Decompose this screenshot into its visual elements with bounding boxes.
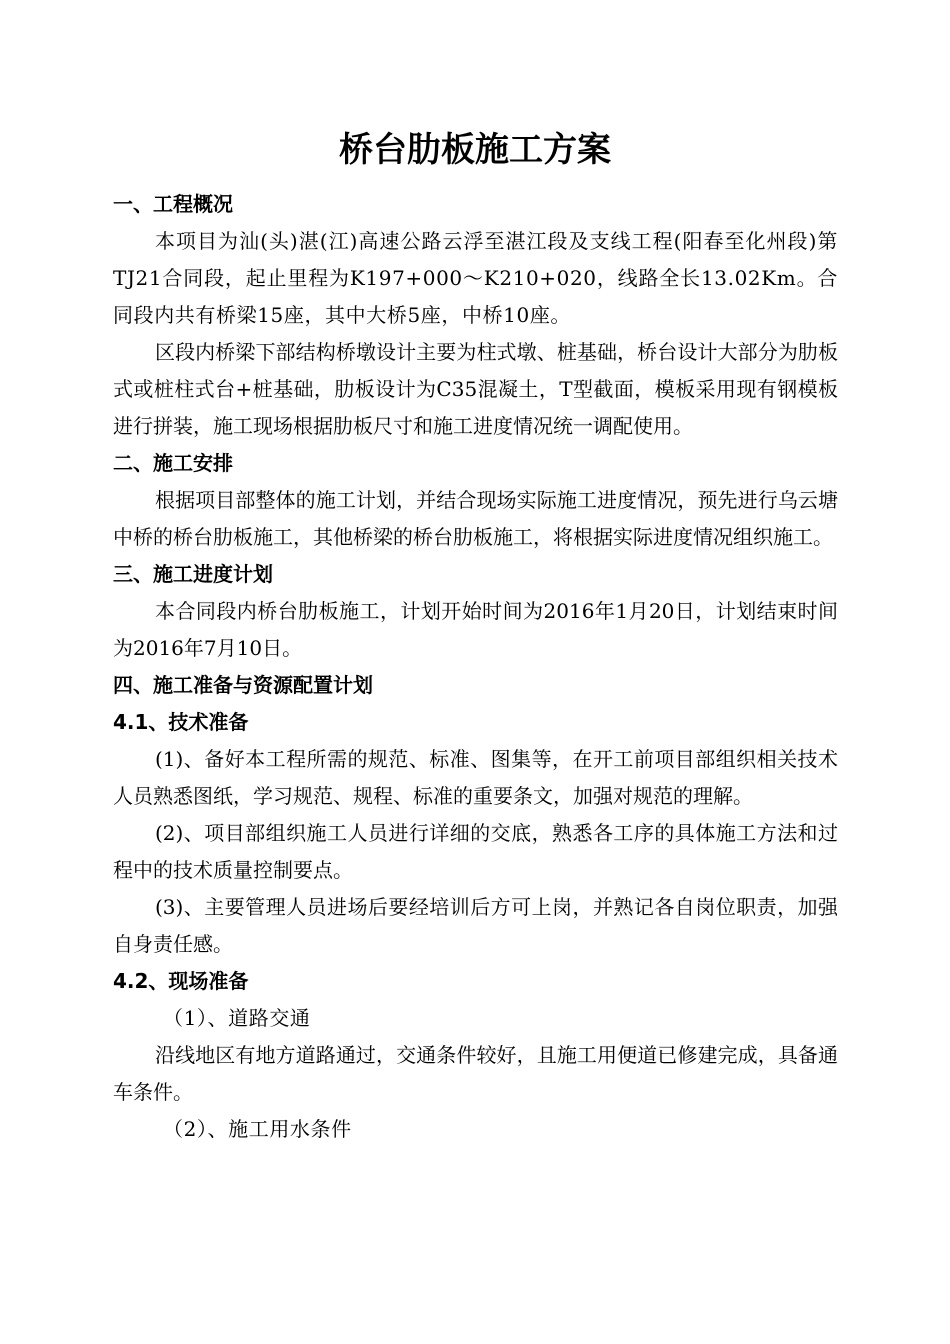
section-heading-schedule: 三、施工进度计划 [113, 562, 273, 586]
item-label-water: （2）、施工用水条件 [163, 1117, 352, 1141]
paragraph-technical-3: (3)、主要管理人员进场后要经培训后方可上岗，并熟记各自岗位职责，加强自身责任感。 [113, 895, 838, 956]
paragraph-overview-1: 本项目为汕(头)湛(江)高速公路云浮至湛江段及支线工程(阳春至化州段)第TJ21合同段，起止里程为K197+000～K210+020，线路全长13.02Km。合同段内共有桥梁15座，其中大桥5座，中桥10座。 [113, 229, 838, 327]
paragraph-technical-2: (2)、项目部组织施工人员进行详细的交底，熟悉各工序的具体施工方法和过程中的技术质量控制要点。 [113, 821, 838, 882]
paragraph-arrangement: 根据项目部整体的施工计划，并结合现场实际施工进度情况，预先进行乌云塘中桥的桥台肋板施工，其他桥梁的桥台肋板施工，将根据实际进度情况组织施工。 [113, 488, 838, 549]
subsection-heading-site: 4.2、现场准备 [113, 969, 249, 993]
item-label-road: （1）、道路交通 [163, 1006, 311, 1030]
document-body [113, 186, 838, 1148]
paragraph-technical-1: (1)、备好本工程所需的规范、标准、图集等，在开工前项目部组织相关技术人员熟悉图纸，学习规范、规程、标准的重要条文，加强对规范的理解。 [113, 747, 838, 808]
section-heading-overview: 一、工程概况 [113, 192, 233, 216]
section-heading-arrangement: 二、施工安排 [113, 451, 233, 475]
paragraph-schedule: 本合同段内桥台肋板施工，计划开始时间为2016年1月20日，计划结束时间为2016年7月10日。 [113, 599, 838, 660]
paragraph-road: 沿线地区有地方道路通过，交通条件较好，且施工用便道已修建完成，具备通车条件。 [113, 1043, 838, 1104]
paragraph-overview-2: 区段内桥梁下部结构桥墩设计主要为柱式墩、桩基础，桥台设计大部分为肋板式或桩柱式台+桩基础，肋板设计为C35混凝土，T型截面，模板采用现有钢模板进行拼装，施工现场根据肋板尺寸和施工进度情况统一调配使用。 [113, 340, 838, 438]
subsection-heading-technical: 4.1、技术准备 [113, 710, 249, 734]
section-heading-preparation: 四、施工准备与资源配置计划 [113, 673, 373, 697]
document-title: 桥台肋板施工方案 [339, 130, 611, 170]
